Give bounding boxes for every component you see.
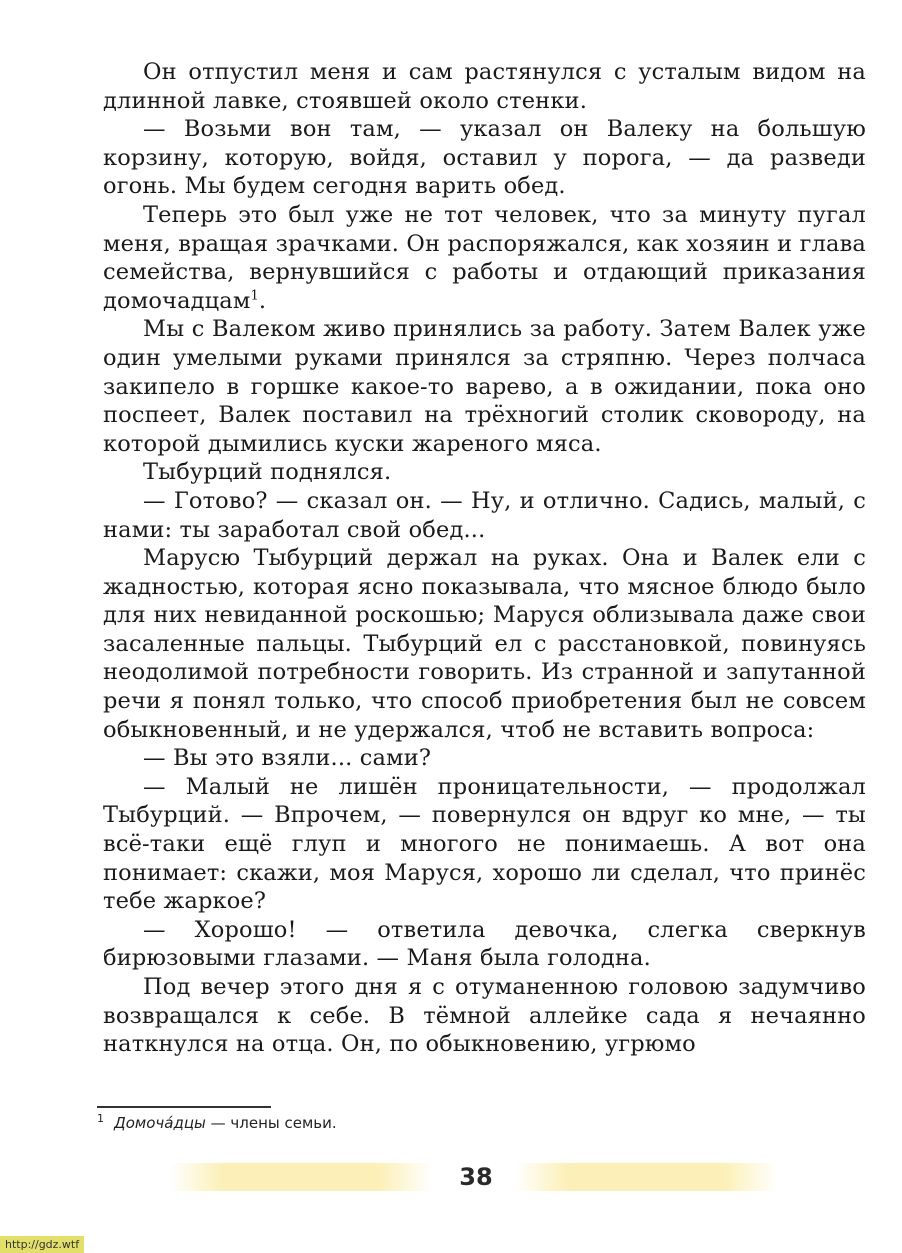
paragraph-text: Теперь это был уже не тот человек, что за минуту пугал меня, вращая зрачками. Он распоряжался, как хозяин и глава семейства, вернувшийся с работы и отдающий приказания домочадцам	[103, 201, 866, 314]
paragraph-11	[103, 973, 866, 1059]
paragraph-4	[103, 315, 866, 458]
paragraph-tail: .	[258, 287, 267, 314]
paragraph-9	[103, 773, 866, 916]
paragraph-5	[103, 458, 866, 487]
paragraph-text: — Вы это взяли... сами?	[143, 745, 432, 772]
page-number: 38	[459, 1163, 493, 1191]
paragraph-8	[103, 744, 866, 773]
paragraph-1	[103, 58, 866, 115]
footnote-ref[interactable]: 1	[250, 288, 259, 304]
footnote-definition: — члены семьи.	[205, 1114, 337, 1132]
main-text	[103, 58, 866, 1059]
paragraph-6	[103, 487, 866, 544]
source-watermark: http://gdz.wtf	[0, 1236, 84, 1253]
paragraph-text: Марусю Тыбурций держал на руках. Она и Валек ели с жадностью, которая ясно показывала, что мясное блюдо было для них невиданной роскошью; Маруся облизывала даже свои засаленные пальцы. Тыбурций ел с расстановкой, повинуясь неодолимой потребности говорить. Из странной и запутанной речи я понял только, что способ приобретения был не совсем обыкновенный, и не удержался, чтоб не вставить вопроса:	[103, 545, 866, 743]
footnote-term: Домочáдцы	[114, 1114, 206, 1132]
paragraph-10	[103, 916, 866, 973]
paragraph-text: Он отпустил меня и сам растянулся с усталым видом на длинной лавке, стоявшей около стенки.	[103, 59, 866, 114]
paragraph-text: — Возьми вон там, — указал он Валеку на большую корзину, которую, войдя, оставил у порога, — да разведи огонь. Мы будем сегодня варить обед.	[103, 116, 866, 200]
page-number-band-right	[515, 1163, 777, 1191]
paragraph-3	[103, 201, 866, 315]
paragraph-text: — Готово? — сказал он. — Ну, и отлично. Садись, малый, с нами: ты заработал свой обед...	[103, 487, 866, 543]
page-number-band-left	[170, 1163, 432, 1191]
paragraph-text: — Малый не лишён проницательности, — продолжал Тыбурций. — Впрочем, — повернулся он вдруг ко мне, — ты всё-таки ещё глуп и многого не понимаешь. А вот она понимает: скажи, моя Маруся, хорошо ли сделал, что принёс тебе жаркое?	[103, 773, 866, 915]
footnote	[97, 1114, 337, 1132]
paragraph-2	[103, 115, 866, 201]
paragraph-text: Тыбурций поднялся.	[143, 459, 392, 486]
paragraph-text: Под вечер этого дня я с отуманенною головою задумчиво возвращался к себе. В тёмной аллейке сада я нечаянно наткнулся на отца. Он, по обыкновению, угрюмо	[103, 974, 866, 1058]
footnote-divider	[97, 1106, 271, 1108]
paragraph-text: — Хорошо! — ответила девочка, слегка сверкнув бирюзовыми глазами. — Маня была голодна.	[103, 916, 866, 972]
paragraph-text: Мы с Валеком живо принялись за работу. Затем Валек уже один умелыми руками принялся за стряпню. Через полчаса закипело в горшке какое-то варево, а в ожидании, пока оно поспеет, Валек поставил на трёхногий столик сковороду, на которой дымились куски жареного мяса.	[103, 316, 866, 457]
footnote-number: 1	[97, 1112, 104, 1125]
paragraph-7	[103, 544, 866, 744]
